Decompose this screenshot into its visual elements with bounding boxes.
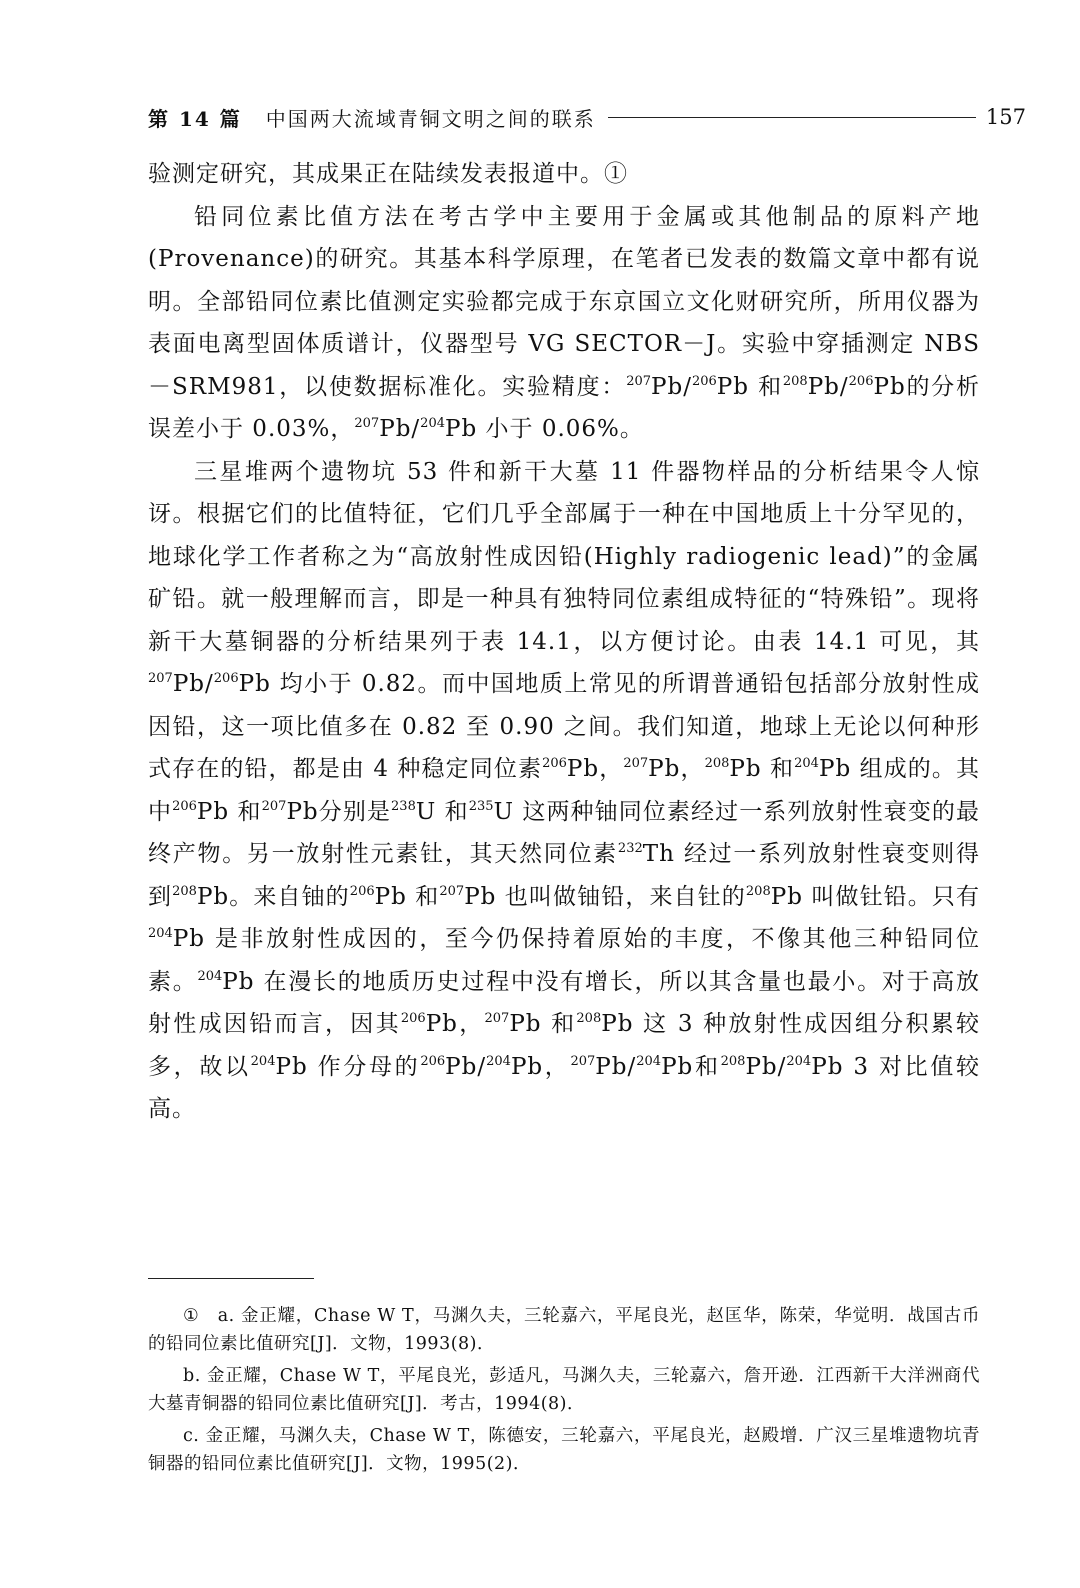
superscript: 207: [261, 798, 287, 814]
superscript: 235: [468, 798, 494, 814]
text: Pb，: [510, 1053, 571, 1080]
chapter-title: 中国两大流域青铜文明之间的联系: [265, 106, 596, 131]
footnote-c: c. 金正耀，马渊久夫，Chase W T，陈德安，三轮嘉六，平尾良光，赵殿增．广汉三星堆遗物坑青铜器的铅同位素比值研究[J]．文物，1995(2)．: [148, 1426, 980, 1474]
text: Pb/: [807, 373, 849, 400]
text: Pb，: [648, 756, 705, 782]
superscript: 232: [617, 841, 643, 856]
text: Pb 和: [716, 373, 783, 400]
superscript: 207: [354, 416, 380, 431]
superscript: 206: [542, 756, 567, 771]
text: Pb 也叫做铀铅，来自钍的: [464, 883, 746, 910]
footnote-divider: [148, 1278, 314, 1279]
superscript: 208: [576, 1011, 602, 1026]
superscript: 206: [691, 373, 717, 389]
text: Pb/: [595, 1053, 637, 1080]
superscript: 206: [848, 373, 874, 389]
footnote-a: ① a. 金正耀，Chase W T，马渊久夫，三轮嘉六，平尾良光，赵匡华，陈荣，华觉明．战国古币的铅同位素比值研究[J]．文物，1993(8)．: [148, 1306, 980, 1354]
footnote-ref-1[interactable]: ①: [604, 161, 628, 187]
text: 验测定研究，其成果正在陆续发表报道中。: [148, 161, 604, 187]
text: Pb，: [566, 756, 624, 782]
superscript: 208: [720, 1053, 746, 1069]
text: U 和: [415, 798, 469, 825]
footnote-b: b. 金正耀，Chase W T，平尾良光，彭适凡，马渊久夫，三轮嘉六，詹开逊．江西新干大洋洲商代大墓青铜器的铅同位素比值研究[J]．考古，1994(8)．: [148, 1366, 980, 1414]
text: Pb 和: [729, 756, 795, 782]
superscript: 208: [704, 756, 730, 771]
superscript: 206: [349, 883, 375, 899]
superscript: 207: [148, 671, 173, 686]
text: Pb 叫做钍铅。只有: [770, 883, 981, 910]
page-number: 157: [985, 105, 1026, 129]
superscript: 204: [148, 926, 173, 941]
superscript: 204: [420, 416, 445, 431]
superscript: 207: [623, 756, 649, 771]
text: Pb/: [745, 1053, 787, 1080]
text: Pb/: [379, 416, 421, 442]
text: Pb 和: [196, 798, 262, 825]
text: Pb。来自铀的: [196, 883, 350, 910]
text: Pb 组成的。其中: [148, 756, 981, 825]
superscript: 204: [786, 1053, 812, 1069]
superscript: 206: [213, 671, 239, 686]
superscript: 204: [486, 1053, 511, 1069]
superscript: 204: [197, 968, 223, 984]
text: Pb 作分母的: [275, 1053, 421, 1080]
superscript: 238: [391, 798, 416, 814]
superscript: 208: [782, 373, 808, 389]
text: Th 经过一系列放射性衰变则得到: [148, 841, 981, 910]
text: Pb 是非放射性成因的，至今仍保持着原始的丰度，不像其他三种铅同位素。: [148, 926, 980, 995]
text: Pb 小于 0.06%。: [445, 416, 644, 442]
superscript: 207: [439, 883, 465, 899]
text: Pb 和: [374, 883, 440, 910]
text: Pb分别是: [286, 798, 392, 825]
superscript: 207: [484, 1011, 510, 1026]
body-text: [148, 153, 980, 1131]
text: Pb 3 对比值较高。: [148, 1053, 980, 1122]
text: 三星堆两个遗物坑 53 件和新干大墓 11 件器物样品的分析结果令人惊讶。根据它们的比值特征，它们几乎全部属于一种在中国地质上十分罕见的，地球化学工作者称之为“高放射性成因铅(Highly radiogenic lead)”的金属矿铅。就一般理解而言，即是一种具有独特同位素组成特征的“特殊铅”。现将新干大墓铜器的分析结果列于表 14.1，以方便讨论。由表 14.1 可见，其: [148, 458, 980, 655]
paragraph-3: [148, 451, 980, 1131]
text: Pb，: [425, 1011, 485, 1037]
superscript: 204: [250, 1053, 276, 1069]
text: Pb的分析误差小于 0.03%，: [148, 373, 981, 442]
paragraph-1: [148, 153, 980, 196]
header-rule: [608, 117, 976, 118]
footnotes: [148, 1302, 980, 1482]
text: Pb 在漫长的地质历史过程中没有增长，所以其含量也最小。对于高放射性成因铅而言，因其: [148, 968, 981, 1037]
paragraph-2: [148, 196, 980, 451]
text: Pb/: [172, 671, 214, 697]
superscript: 206: [420, 1053, 446, 1069]
text: Pb和: [661, 1053, 721, 1080]
text: Pb 这 3 种放射性成因组分积累较多，故以: [148, 1011, 981, 1080]
chapter-label: 第 14 篇: [148, 106, 242, 131]
superscript: 204: [636, 1053, 662, 1069]
superscript: 204: [794, 756, 819, 771]
text: Pb/: [651, 373, 692, 400]
text: Pb 和: [509, 1011, 577, 1037]
text: Pb/: [445, 1053, 487, 1080]
superscript: 207: [570, 1053, 596, 1069]
text: 铅同位素比值方法在考古学中主要用于金属或其他制品的原料产地(Provenance)的研究。其基本科学原理，在笔者已发表的数篇文章中都有说明。全部铅同位素比值测定实验都完成于东京国立文化财研究所，所用仪器为表面电离型固体质谱计，仪器型号 VG SECTOR－J。实验中穿插测定 NBS－SRM981，以使数据标准化。实验精度：: [148, 203, 980, 400]
superscript: 207: [626, 373, 652, 389]
superscript: 206: [172, 798, 197, 814]
superscript: 208: [745, 883, 771, 899]
text: Pb 均小于 0.82。而中国地质上常见的所谓普通铅包括部分放射性成因铅，这一项比值多在 0.82 至 0.90 之间。我们知道，地球上无论以何种形式存在的铅，都是由 4 种稳定同位素: [148, 671, 980, 782]
text: U 这两种铀同位素经过一系列放射性衰变的最终产物。另一放射性元素钍，其天然同位素: [148, 798, 981, 867]
running-header: [148, 100, 1026, 134]
superscript: 206: [400, 1011, 426, 1026]
superscript: 208: [172, 883, 197, 899]
